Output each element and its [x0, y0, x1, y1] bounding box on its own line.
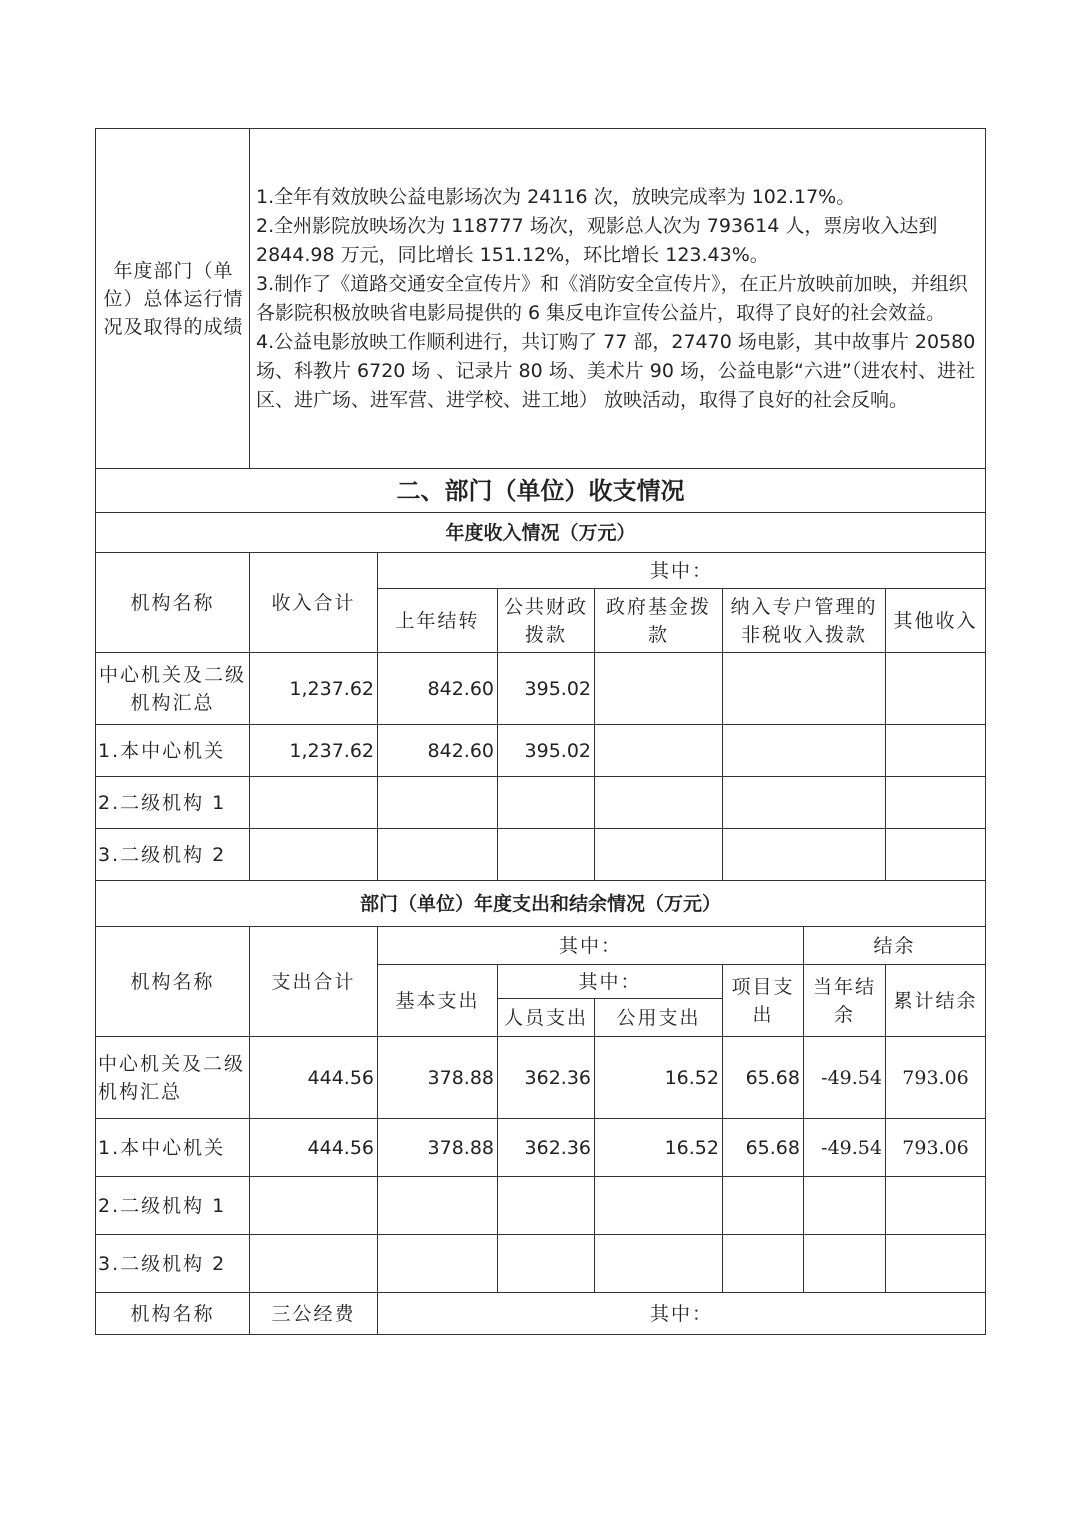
- expense-row-project: 65.68: [723, 1037, 804, 1119]
- income-row-fund: [595, 725, 723, 777]
- expense-header-total: 支出合计: [250, 927, 378, 1037]
- income-row-nontax: [723, 653, 886, 725]
- income-row-carryover: [378, 777, 498, 829]
- income-row-fiscal: [498, 829, 595, 881]
- three-public-row: [96, 1293, 986, 1335]
- expense-title: 部门（单位）年度支出和结余情况（万元）: [96, 881, 986, 927]
- income-header-fiscal: 公共财政拨款: [498, 589, 595, 653]
- expense-row-basic: [378, 1177, 498, 1235]
- income-row-carryover: 842.60: [378, 653, 498, 725]
- income-header-nontax: 纳入专户管理的非税收入拨款: [723, 589, 886, 653]
- income-row-nontax: [723, 777, 886, 829]
- expense-row-name: 2.二级机构 1: [96, 1177, 250, 1235]
- three-public-among: 其中：: [378, 1293, 986, 1335]
- expense-header-among: 其中：: [378, 927, 804, 965]
- income-row-fiscal: [498, 777, 595, 829]
- income-row-name: 2.二级机构 1: [96, 777, 250, 829]
- income-header-carryover: 上年结转: [378, 589, 498, 653]
- expense-header-org: 机构名称: [96, 927, 250, 1037]
- expense-row-basic: [378, 1235, 498, 1293]
- section-title: 二、部门（单位）收支情况: [96, 469, 986, 513]
- expense-header-public: 公用支出: [595, 999, 723, 1037]
- expense-row: [96, 1037, 986, 1119]
- income-header-other: 其他收入: [886, 589, 986, 653]
- income-row-nontax: [723, 725, 886, 777]
- overview-content: [250, 129, 986, 469]
- income-row-fund: [595, 653, 723, 725]
- income-header-org: 机构名称: [96, 553, 250, 653]
- expense-row-personnel: 362.36: [498, 1037, 595, 1119]
- expense-row-public: 16.52: [595, 1119, 723, 1177]
- income-row-other: [886, 653, 986, 725]
- expense-row-total: 444.56: [250, 1037, 378, 1119]
- expense-row-basic: 378.88: [378, 1037, 498, 1119]
- expense-header-personnel: 人员支出: [498, 999, 595, 1037]
- overview-paragraph-3: 3.制作了《道路交通安全宣传片》和《消防安全宣传片》，在正片放映前加映，并组织各影院积极放映省电影局提供的 6 集反电诈宣传公益片，取得了良好的社会效益。: [256, 272, 968, 324]
- income-row-other: [886, 725, 986, 777]
- income-row-name: 1.本中心机关: [96, 725, 250, 777]
- expense-row-public: [595, 1177, 723, 1235]
- expense-row-personnel: [498, 1235, 595, 1293]
- expense-row-public: 16.52: [595, 1037, 723, 1119]
- expense-header-row-1: [96, 927, 986, 965]
- overview-label: [96, 129, 250, 469]
- expense-header-cum-balance: 累计结余: [886, 965, 986, 1037]
- income-title: 年度收入情况（万元）: [96, 513, 986, 553]
- expense-row-name: 中心机关及二级机构汇总: [96, 1037, 250, 1119]
- expense-row-personnel: [498, 1177, 595, 1235]
- expense-header-year-balance: 当年结余: [804, 965, 886, 1037]
- budget-report-sheet: [95, 128, 985, 1335]
- expense-row-cum-balance: 793.06: [886, 1119, 986, 1177]
- income-row-other: [886, 777, 986, 829]
- expense-row-project: [723, 1177, 804, 1235]
- income-row: [96, 777, 986, 829]
- overview-paragraph-2: 2.全州影院放映场次为 118777 场次，观影总人次为 793614 人，票房收入达到 2844.98 万元，同比增长 151.12%，环比增长 123.43%。: [256, 214, 938, 266]
- income-header-total: 收入合计: [250, 553, 378, 653]
- income-header-fund: 政府基金拨款: [595, 589, 723, 653]
- expense-row-cum-balance: [886, 1235, 986, 1293]
- income-row-nontax: [723, 829, 886, 881]
- income-row-total: [250, 777, 378, 829]
- three-public-org: 机构名称: [96, 1293, 250, 1335]
- overview-paragraph-4: 4.公益电影放映工作顺利进行，共订购了 77 部，27470 场电影，其中故事片 20580 场、科教片 6720 场 、记录片 80 场、美术片 90 场，公益电影“六进”（进农村、进社区、进广场、进军营、进学校、进工地） 放映活动，取得了良好的社会反响。: [256, 330, 976, 411]
- income-row-fiscal: 395.02: [498, 653, 595, 725]
- income-header-among: 其中：: [378, 553, 986, 589]
- expense-row-name: 1.本中心机关: [96, 1119, 250, 1177]
- expense-header-among2: 其中：: [498, 965, 723, 999]
- income-row-carryover: [378, 829, 498, 881]
- expense-header-basic: 基本支出: [378, 965, 498, 1037]
- expense-row-total: 444.56: [250, 1119, 378, 1177]
- income-row-name: 3.二级机构 2: [96, 829, 250, 881]
- income-row-total: 1,237.62: [250, 653, 378, 725]
- income-row-total: 1,237.62: [250, 725, 378, 777]
- three-public-label: 三公经费: [250, 1293, 378, 1335]
- expense-row: [96, 1119, 986, 1177]
- income-row-name: 中心机关及二级机构汇总: [96, 653, 250, 725]
- expense-row-project: [723, 1235, 804, 1293]
- expense-row-project: 65.68: [723, 1119, 804, 1177]
- income-row-fund: [595, 829, 723, 881]
- expense-row-public: [595, 1235, 723, 1293]
- section-title-row: [96, 469, 986, 513]
- expense-header-balance: 结余: [804, 927, 986, 965]
- income-row: [96, 829, 986, 881]
- expense-row-year-balance: [804, 1177, 886, 1235]
- expense-row: [96, 1177, 986, 1235]
- expense-row-cum-balance: [886, 1177, 986, 1235]
- expense-row-personnel: 362.36: [498, 1119, 595, 1177]
- expense-row-total: [250, 1177, 378, 1235]
- expense-row-total: [250, 1235, 378, 1293]
- expense-row-year-balance: -49.54: [804, 1037, 886, 1119]
- income-title-row: [96, 513, 986, 553]
- overview-row: [96, 129, 986, 469]
- expense-row-cum-balance: 793.06: [886, 1037, 986, 1119]
- income-row-other: [886, 829, 986, 881]
- expense-row: [96, 1235, 986, 1293]
- income-header-row-1: [96, 553, 986, 589]
- expense-row-name: 3.二级机构 2: [96, 1235, 250, 1293]
- expense-row-basic: 378.88: [378, 1119, 498, 1177]
- income-row-fiscal: 395.02: [498, 725, 595, 777]
- expense-row-year-balance: [804, 1235, 886, 1293]
- report-table: [95, 128, 986, 1335]
- income-row-total: [250, 829, 378, 881]
- income-row-fund: [595, 777, 723, 829]
- expense-row-year-balance: -49.54: [804, 1119, 886, 1177]
- income-row-carryover: 842.60: [378, 725, 498, 777]
- expense-header-project: 项目支出: [723, 965, 804, 1037]
- income-row: [96, 725, 986, 777]
- income-row: [96, 653, 986, 725]
- overview-paragraph-1: 1.全年有效放映公益电影场次为 24116 次，放映完成率为 102.17%。: [256, 185, 856, 208]
- overview-label-text: 年度部门（单位）总体运行情况及取得的成绩: [103, 259, 244, 338]
- expense-title-row: [96, 881, 986, 927]
